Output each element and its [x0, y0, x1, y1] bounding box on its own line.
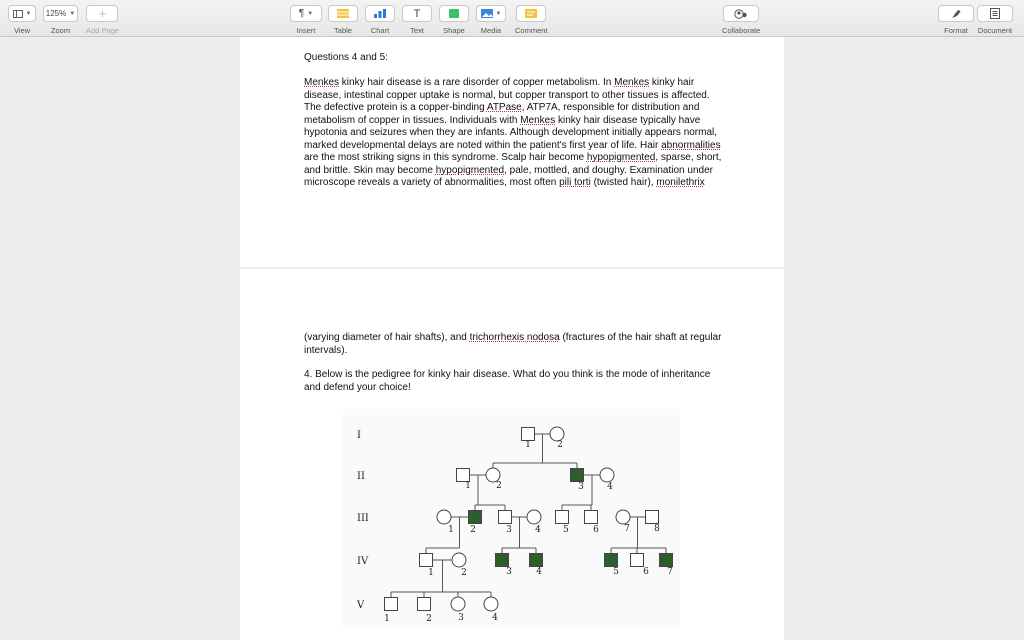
unaffected-male-iii-3 — [499, 511, 512, 524]
document-label: Document — [977, 26, 1013, 35]
add-page-label: Add Page — [86, 26, 119, 35]
generation-label: II — [357, 471, 365, 482]
unaffected-male-iv-1 — [420, 554, 433, 567]
bar-chart-icon — [374, 9, 386, 18]
unaffected-male-iii-5 — [556, 511, 569, 524]
individual-number: 4 — [607, 482, 613, 492]
table-label: Table — [334, 26, 352, 35]
media-label: Media — [480, 26, 502, 35]
individual-number: 2 — [557, 440, 563, 450]
question-4: 4. Below is the pedigree for kinky hair disease. What do you think is the mode of inheritance and defend your choice! — [304, 369, 711, 393]
table-tool[interactable] — [328, 5, 358, 35]
individual-number: 4 — [535, 525, 541, 535]
individual-number: 3 — [506, 567, 512, 577]
individual-number: 1 — [428, 568, 434, 578]
individual-number: 6 — [643, 567, 649, 577]
affected-male-iv-4 — [530, 554, 543, 567]
text-tool[interactable] — [402, 5, 432, 35]
individual-number: 7 — [624, 524, 630, 534]
individual-number: 4 — [536, 567, 542, 577]
view-label: View — [13, 26, 31, 35]
individual-number: 5 — [613, 567, 619, 577]
insert-button[interactable] — [290, 5, 322, 22]
page-2[interactable] — [240, 269, 784, 640]
comment-icon — [525, 9, 537, 18]
continuation-paragraph: (varying diameter of hair shafts), and trichorrhexis nodosa (fractures of the hair shaft at regular intervals). — [304, 332, 722, 356]
comment-label: Comment — [515, 26, 548, 35]
unaffected-female-i-2 — [550, 427, 564, 441]
chart-button[interactable] — [365, 5, 395, 22]
unaffected-female-iii-7 — [616, 510, 630, 524]
unaffected-female-iii-1 — [437, 510, 451, 524]
unaffected-male-i-1 — [522, 428, 535, 441]
affected-male-iii-2 — [469, 511, 482, 524]
individual-number: 4 — [492, 613, 498, 623]
add-page-button[interactable] — [86, 5, 118, 22]
chevron-down-icon: ▼ — [495, 10, 502, 17]
individual-number: 3 — [458, 613, 464, 623]
shape-tool[interactable] — [439, 5, 469, 35]
unaffected-male-v-1 — [385, 598, 398, 611]
affected-male-iv-5 — [605, 554, 618, 567]
generation-label: I — [357, 430, 361, 441]
individual-number: 1 — [525, 440, 531, 450]
text-label: Text — [410, 26, 424, 35]
shape-button[interactable] — [439, 5, 469, 22]
individual-number: 2 — [496, 481, 502, 491]
individual-number: 1 — [465, 481, 471, 491]
comment-button[interactable] — [516, 5, 546, 22]
collaborate-button[interactable] — [723, 5, 759, 22]
unaffected-male-ii-1 — [457, 469, 470, 482]
individual-number: 1 — [384, 614, 390, 624]
pedigree-chart — [343, 409, 680, 627]
affected-male-ii-3 — [571, 469, 584, 482]
individual-number: 8 — [654, 524, 660, 534]
individual-number: 6 — [593, 525, 599, 535]
individual-number: 5 — [563, 525, 569, 535]
collaborate-tool[interactable] — [722, 5, 760, 35]
text-button[interactable] — [402, 5, 432, 22]
chevron-down-icon: ▼ — [307, 10, 314, 17]
affected-male-iv-3 — [496, 554, 509, 567]
add-page-tool[interactable] — [86, 5, 119, 35]
pedigree-image — [343, 409, 680, 627]
view-button[interactable] — [8, 5, 36, 22]
insert-label: Insert — [296, 26, 316, 35]
unaffected-female-ii-4 — [600, 468, 614, 482]
unaffected-male-iii-6 — [585, 511, 598, 524]
image-icon — [481, 9, 493, 18]
unaffected-female-v-4 — [484, 597, 498, 611]
chevron-down-icon: ▼ — [69, 10, 76, 17]
individual-number: 2 — [461, 568, 467, 578]
chevron-down-icon: ▼ — [25, 10, 32, 17]
unaffected-male-v-2 — [418, 598, 431, 611]
document-button[interactable] — [977, 5, 1013, 22]
document-icon — [990, 8, 1000, 19]
media-tool[interactable] — [476, 5, 506, 35]
view-tool[interactable] — [8, 5, 36, 35]
generation-label: IV — [357, 556, 369, 567]
paintbrush-icon — [950, 9, 962, 19]
document-canvas[interactable] — [0, 37, 1024, 640]
comment-tool[interactable] — [515, 5, 548, 35]
question-heading: Questions 4 and 5: — [304, 52, 388, 63]
affected-male-iv-7 — [660, 554, 673, 567]
zoom-value: 125% — [45, 9, 67, 18]
unaffected-female-ii-2 — [486, 468, 500, 482]
generation-label: V — [357, 600, 365, 611]
chart-label: Chart — [370, 26, 390, 35]
media-button[interactable] — [476, 5, 506, 22]
insert-tool[interactable] — [290, 5, 322, 35]
unaffected-female-iii-4 — [527, 510, 541, 524]
text-icon: T — [413, 7, 421, 20]
collaborate-icon — [734, 9, 748, 19]
unaffected-male-iv-6 — [631, 554, 644, 567]
generation-label: III — [357, 513, 369, 524]
shape-icon — [449, 9, 459, 18]
paragraph-icon: ¶ — [298, 8, 305, 19]
individual-number: 1 — [448, 525, 454, 535]
table-button[interactable] — [328, 5, 358, 22]
menkes-paragraph: Menkes kinky hair disease is a rare disorder of copper metabolism. In Menkes kinky hair disease, intestinal copper uptake is normal, but copper transport to other tissues is affected. The defective protein is a copper-binding ATPase, ATP7A, responsible for distribution and metabolism of copper in tissues. Individuals with Menkes kinky hair disease typically have hypotonia and seizures when they are infants. Although development initially appears normal, marked developmental delays are noted within the patient's first year of life. Hair abnormalities are the most striking signs in this syndrome. Scalp hair become hypopigmented, sparse, short, and brittle. Skin may become hypopigmented, pale, mottled, and doughy. Examination under microscope reveals a variety of abnormalities, most often pili torti (twisted hair), monilethrix — [304, 77, 722, 188]
plus-icon: + — [98, 6, 107, 21]
zoom-tool[interactable] — [43, 5, 78, 35]
individual-number: 3 — [506, 525, 512, 535]
individual-number: 3 — [578, 482, 584, 492]
page-1[interactable] — [240, 37, 784, 267]
unaffected-female-iv-2 — [452, 553, 466, 567]
shape-label: Shape — [443, 26, 465, 35]
toolbar — [0, 0, 1024, 37]
document-tool[interactable] — [977, 5, 1013, 35]
format-button[interactable] — [938, 5, 974, 22]
individual-number: 2 — [470, 525, 476, 535]
individual-number: 7 — [667, 567, 673, 577]
zoom-label: Zoom — [50, 26, 71, 35]
chart-tool[interactable] — [365, 5, 395, 35]
individual-number: 2 — [426, 614, 432, 624]
unaffected-male-iii-8 — [646, 511, 659, 524]
format-tool[interactable] — [938, 5, 974, 35]
format-label: Format — [944, 26, 968, 35]
zoom-select[interactable] — [43, 5, 78, 22]
table-icon — [337, 9, 349, 18]
sidebar-view-icon — [13, 10, 23, 18]
collaborate-label: Collaborate — [722, 26, 761, 35]
unaffected-female-v-3 — [451, 597, 465, 611]
